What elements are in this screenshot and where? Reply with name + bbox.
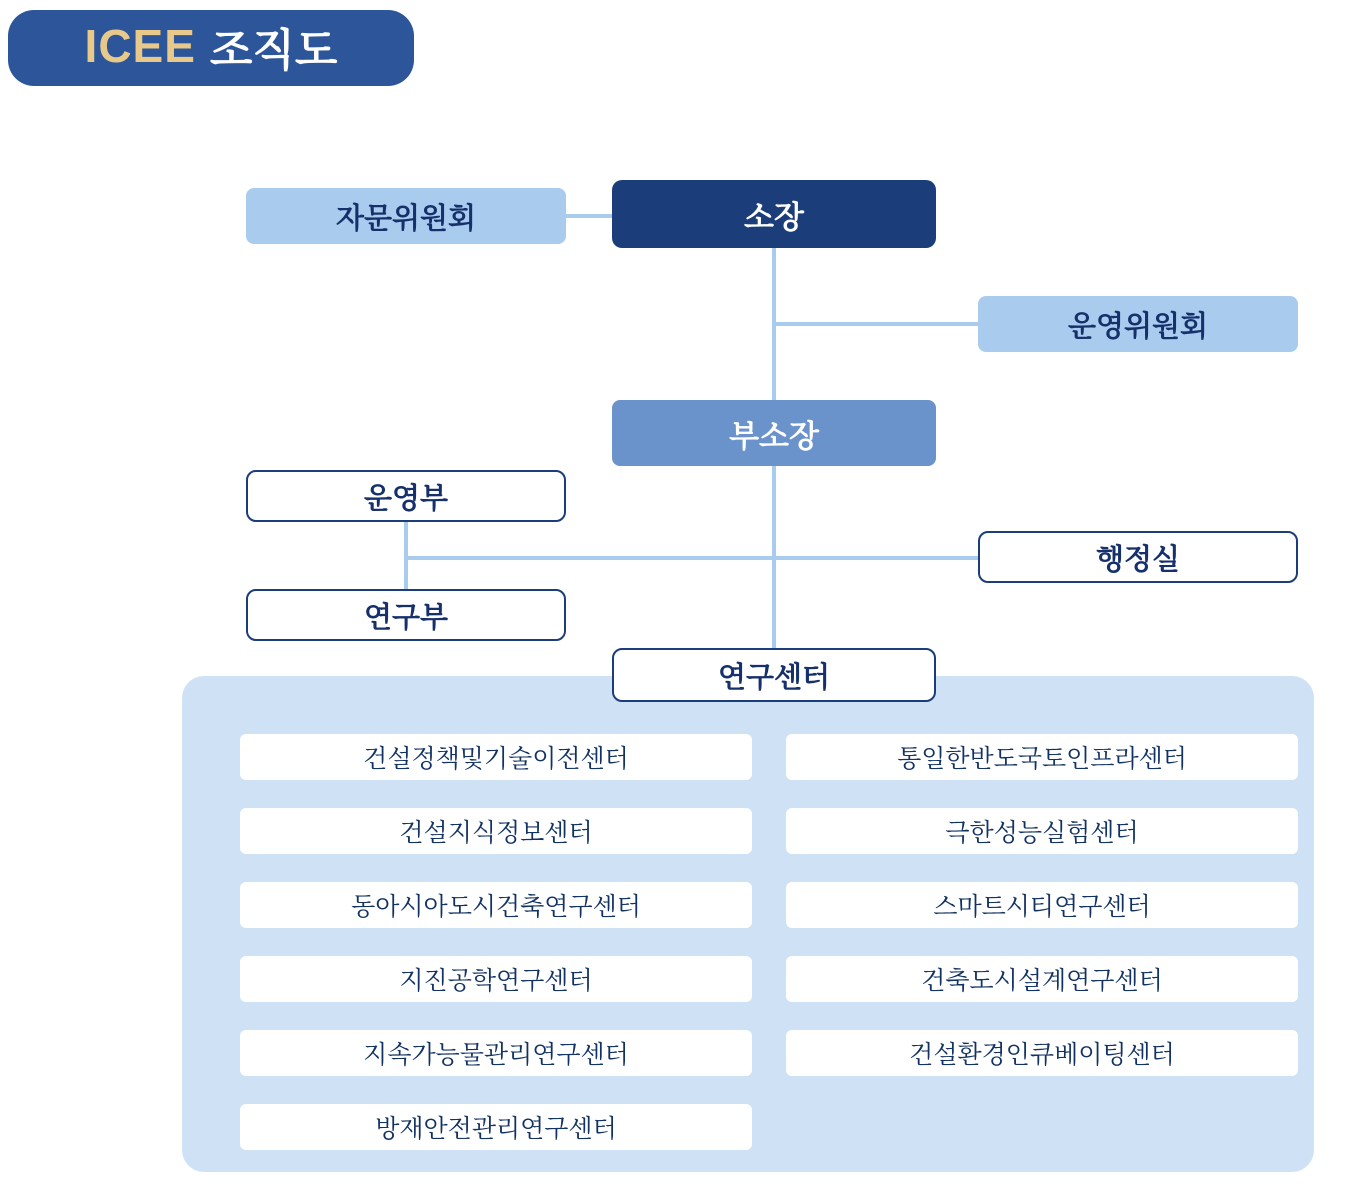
node-advisory-committee-label: 자문위원회	[335, 202, 477, 235]
research-centers-column-right	[786, 734, 1298, 1104]
page-title-brand: ICEE	[84, 20, 196, 72]
node-deputy-director-label: 부소장	[729, 418, 819, 454]
node-research-center[interactable]	[612, 648, 936, 702]
list-item[interactable]: 건설지식정보센터	[240, 808, 752, 854]
list-item[interactable]: 건설정책및기술이전센터	[240, 734, 752, 780]
list-item[interactable]: 극한성능실험센터	[786, 808, 1298, 854]
node-research-division-label: 연구부	[363, 601, 449, 634]
page-title-text: 조직도	[209, 26, 338, 75]
node-steering-committee-label: 운영위원회	[1067, 310, 1209, 343]
node-operation-division[interactable]	[246, 470, 566, 522]
list-item[interactable]: 동아시아도시건축연구센터	[240, 882, 752, 928]
list-item[interactable]: 방재안전관리연구센터	[240, 1104, 752, 1150]
node-advisory-committee[interactable]	[246, 188, 566, 244]
node-research-center-label: 연구센터	[717, 661, 831, 694]
list-item[interactable]: 건축도시설계연구센터	[786, 956, 1298, 1002]
node-director-label: 소장	[744, 199, 804, 235]
research-centers-panel	[182, 676, 1314, 1172]
node-admin-office[interactable]	[978, 531, 1298, 583]
list-item[interactable]: 지속가능물관리연구센터	[240, 1030, 752, 1076]
list-item[interactable]: 건설환경인큐베이팅센터	[786, 1030, 1298, 1076]
list-item[interactable]: 지진공학연구센터	[240, 956, 752, 1002]
node-research-division[interactable]	[246, 589, 566, 641]
node-steering-committee[interactable]	[978, 296, 1298, 352]
node-operation-division-label: 운영부	[363, 482, 449, 515]
node-admin-office-label: 행정실	[1095, 543, 1181, 576]
node-deputy-director[interactable]	[612, 400, 936, 466]
list-item[interactable]: 통일한반도국토인프라센터	[786, 734, 1298, 780]
list-item[interactable]: 스마트시티연구센터	[786, 882, 1298, 928]
node-director[interactable]	[612, 180, 936, 248]
research-centers-column-left	[240, 734, 752, 1178]
